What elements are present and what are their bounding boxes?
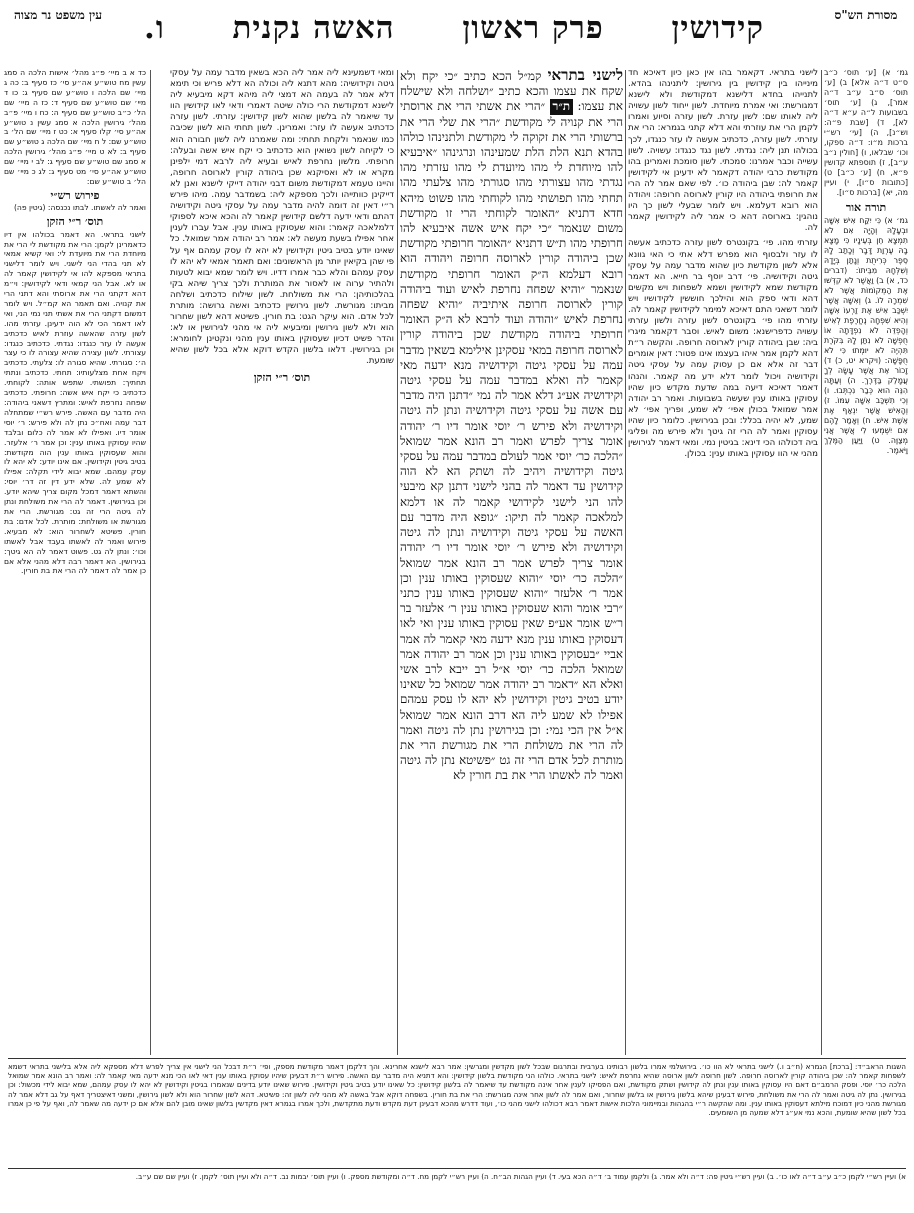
ein-mishpat-text: כד א ב מיי׳ פ״ג מהל׳ אישות הלכה ה סמג עשין מח טוש״ע אה״ע סי׳ כז סעיף ב: כה ג מיי׳ שם הלכה ו טוש״ע שם סעיף ג: כו ד מיי׳ שם טוש״ע שם סעיף ד: כז ה מיי׳ שם הל׳ כ״ב טוש״ע שם סעיף ה: כח ו מיי׳ פ״ב מהל׳ גירושין הלכה א סמג עשין נ טוש״ע אה״ע סי׳ קלו סעיף א: כט ז מיי׳ שם הל׳ ב טוש״ע שם: ל ח מיי׳ שם הלכה ג טוש״ע שם סעיף ב: לא ט מיי׳ פ״ג מהל׳ גירושין הלכה א סמג שם טוש״ע שם סעיף ג: לב י מיי׳ שם טוש״ע אה״ע סי׳ מט סעיף ג: לג כ מיי׳ שם הל׳ ב טוש״ע שם: (4, 68, 146, 186)
massoret-hashas-label: מסורת הש"ס (834, 8, 898, 22)
torah-or-heading: תורה אור (845, 201, 887, 214)
gemara-lead-word: לישני בתראי (547, 68, 623, 84)
title-chapter: פרק ראשון (462, 10, 604, 46)
rashi-text-lower: עזרתי מהו. פי׳ בקונטרס לשון עזרה כדכתיב אעשה לו עזר ולבסוף הוא מפרש דלא אתי כי האי גוונא אלא לשון מקודשת כיון שהוא מדבר עמה על עסקי גיטה וקידושיה. פי׳ דרב יוסף בר חייא. הא דאמר מקודשת שמא לקידושין ושמא לשפחות ויש מקשים דהא ודאי ספק הוא והילכך חוששין לקידושיו ויש לומר דשאני התם דאיכא למימר לקידושין קאמר לה. עזרתי מהו פי׳ בקונטרס לשון עזרה ולשון עזרתי עשויה כדפרישנא: משום לאיש. וסבר דקאמר מיגרי ביה: שבן ביהודה קורין לארוסה חרופה. והקשה ר״ת דהא לקמן אמר איהו בעצמו אינו פטור: דאין אומרים דבר זה אלא אם כן עסוק עמה על עסקי גיטה וקידושיה ויכול לומר דלא ידע מה קאמר. והנהו דאמר דאיכא דיעה במה שדעת מקדש כיון שהיו עסוקין באותו ענין שעשה בשבועות. ואמר רב יהודה אמר שמואל בכולן אפי׳ לא שמע, ופריך אפי׳ לא שמע, לא יהיה בכלל: ובכן בגירושין. כלומר כיון שהיו עסוקין ואמר לה הרי זה גיטך ולא פירש מה ופליגי ביה דכולהו הכי דינא: בגיטין נמי. ומאי דאמר לגירושין מהני אי הוו עסוקין באותו ענין: בכולן. (628, 238, 818, 460)
margin-column-right (824, 68, 908, 1053)
gemara-line-2: ״הרי את אשתי הרי את ארוסתי הרי את קנויה לי מקודשת ״הרי את שלי הרי את ברשותי הרי את זקוקה לי מקודשת ולתנינהו כולהו בהדא תנא הלת הלת שמעינהו ונרגינהו ״איבעיא להו מיוחדת לי מהו מיועדת לי מהו עזרתי מהו נגדתי מהו עצורתי מהו סגורתי מהו צלעתי מהו תחתי מהו תפושתי מהו לקוחתי מהו פשוט מיהא חדא דתניא ״האומר לקוחתי הרי זו מקודשת משום שנאמר ״כי יקח איש אשה איבעיא להו חרופתי מהו ת״ש דתניא ״האומר חרופתי מקודשת שכן ביהודה קורין לארוסה חרופה ויהודה הוא רובא דעלמא ה״ק האומר חרופתי מקודשת שנאמר ״והיא שפחה נחרפת לאיש ועוד ביהודה קורין לארוסה חרופה איתיביה ״והיא שפחה נחרפת לאיש ״והודה ועוד לרבא לא ה״ק האומר חרופתי ביהודה מקודשת שכן ביהודה קורין לארוסה חרופה במאי עסקינן אילימא בשאין מדבר עמה על עסקי גיטה וקידושיה מנא ידעה מאי קאמר לה ואלא במדבר עמה על עסקי גיטה וקידושיה אע״ג דלא אמר לה נמי ״דתנן היה מדבר עם אשה על עסקי גיטה וקידושיה ונתן לה גיטה וקידושיה ולא פירש ר׳ יוסי אומר דיו ר׳ יהודה אומר צריך לפרש ואמר רב הונא אמר שמואל ״הלכה כר׳ יוסי אמר לעולם במדבר עמה על עסקי גיטה וקידושיה ויהיב לה ושתק הא לא הוה קידושין עד דאמר לה בהני לישני דתנן קא מיבעי להו הני לישני לקידושי קאמר לה או דלמא למלאכה קאמר לה תיקו: ״גופא היה מדבר עם האשה על עסקי גיטה וקידושיה ונתן לה גיטה וקידושיה ולא פירש ר׳ יוסי אומר דיו ר׳ יהודה אומר צריך לפרש אמר רב הונא אמר שמואל ״הלכה כר׳ יוסי ״והוא שעסוקין באותו ענין וכן אמר ר׳ אלעזר ״והוא שעסוקין באותו ענין כתני ״רבי אומר והוא שעסוקין באותו ענין ר׳ אלעזר בר ר״ש אומר אע״פ שאין עסוקין באותו ענין ואי לאו דעסוקין באותו ענין מנא ידעה מאי קאמר לה אמר אביי ״בעסוקין באותו ענין וכן אמר רב יהודה אמר שמואל הלכה כר׳ יוסי א״ל רב ייבא לרב אשי ואלא הא ״דאמר רב יהודה אמר שמואל כל שאינו יודע בטיב גיטין וקידושין לא יהא לו עסק עמהם אפילו לא שמע ליה הא דרב הונא אמר שמואל א״ל אין הכי נמי: וכן בגירושין נתן לה גיטה ואמר לה הרי את משולחת הרי את מגורשת הרי את מותרת לכל אדם הרי זה גט ״פשיטא נתן לה גיטה ואמר לה לאשתו הרי את בת חורין לא (400, 99, 623, 783)
margin-column-left (4, 68, 146, 1053)
tosafot-heading: תוס׳ ר״י הזקן (253, 370, 311, 384)
page-header (0, 8, 914, 70)
rashi-margin-text: ואמר לה לאשתו. לבתו נכנסה: (גיטין פה) (13, 203, 146, 213)
gemara-boxed-word: ת״ר (550, 99, 573, 114)
footer-notes: השגות הראב״ד: [ברכת] הגמרא (ח״ב ו.) לישני בתראי לא הוו כו׳. בירושלמי אמרו בלשון רבותינו בערבית ובתרגום שבכל לשון מקדשין ומגרשין: אמר רבא לישנא אחרינא. והך דלקמן דאמר מקודשת מספק, ופי׳ ר״ת דבכל הני לישני אין צריך לפרש דלא מספקא ליה אלא בלישני בתראי דשמא לשפחות קאמר לה: שכן ביהודה קורין לארוסה חרופה. לשון חרופה לשון ארוסה שהיא נחרפת לאיש: לישני בתראי. כולהו הני מקודשת בלשון קידושין: והא דתניא היה מדבר עם האשה. פירוש ר״ת דבעינן שיהיו עסוקין באותו ענין דאי לאו הכי מנא ידעה מאי קאמר לה: ואמר רב הונא אמר שמואל הלכה כר׳ יוסי. ופסק הרמב״ם דאם היו עסוקין באותו ענין ונתן לה קידושין ושתק מקודשת, ואם הפסיקו לענין אחר אינה מקודשת עד שיאמר לה בלשון קידושין: כל שאינו יודע בטיב גיטין וקידושין. פירוש שאינו יודע בדינים שנאמרו בגיטין וקידושין לא יהא לו עסק עמהם, שמא יבוא לידי מכשול: וכן בגירושין. נתן לה גיטה ואמר לה הרי את משולחת, פירוש דבעינן שיהא בלשון גירושין או בלשון שחרור, ואם אמר לה לשון אחר אינה מגורשת: הרי את בת חורין. בשפחה דוקא אבל באשה לא מהני ליה לשון זה: פשיטא. דהא לשון שחרור הוא ולא לשון גירושין, ומשני דאיצטריך דאף על גב דלא אמר לה מגורשת מהני כיון דמוכח מילתא דעסוקין באותו ענין. ומה שהקשה ר״י בהגהות ובמיימוני הלכות אישות דאמר רבא דכולהו לישני מהני כו׳, ועוד דדרש מהכא דבעינן דעת מקדש ודעת מתקדשת, ולכך אמרו בגמרא דאין מקדשין בלשון שאינו מובן להם אלא אם כן ידעה מה שאמר לה, ואף על פי כן אמרו בכל לשון שהיא שומעת, והכא נמי אע״ג דלא שמעה מן השומעים. (8, 1062, 906, 1118)
title-tractate: קידושין (671, 10, 764, 46)
torah-or-text: גמ׳ א) כִּי יִקַּח אִישׁ אִשָּׁה וּבְעָלָהּ וְהָיָה אִם לֹא תִמְצָא חֵן בְּעֵינָיו כִּי מָצָא בָהּ עֶרְוַת דָּבָר וְכָתַב לָהּ סֵפֶר כְּרִיתֻת וְנָתַן בְּיָדָהּ וְשִׁלְּחָהּ מִבֵּיתוֹ: (דברים כד, א) ב) וַאֲשֶׁר לֹא קִדְּשׁוּ אֶת הַמְּקוֹמוֹת אֲשֶׁר לֹא שִׁמְרָה לוֹ. ג) וְאִשָּׁה אֲשֶׁר יִשְׁכַּב אִישׁ אֶת זַרְעוֹ אִשָּׁה וְהִיא שִׁפְחָה נֶחֱרֶפֶת לְאִישׁ וְהָפְדֵּה לֹא נִפְדָּתָה אוֹ חֻפְשָׁה לֹא נִתַּן לָהּ בִּקֹּרֶת תִּהְיֶה לֹא יוּמְתוּ כִּי לֹא חֻפָּשָׁה: (ויקרא יט, כ) ד) זָכוֹר אֵת אֲשֶׁר עָשָׂה לְךָ עֲמָלֵק בַּדֶּרֶךְ. ה) וְעַתָּה הִנֵּה הוּא כְּבַר נִכְתְּבוּ. ו) וְכִי תִשְׁכַּב אִשָּׁה עִמּוֹ. ז) וְהָאִישׁ אֲשֶׁר יִנְאַף אֶת אֵשֶׁת אִישׁ. ח) וְאָמַר לָהֶם אִם יִשְׁמְעוּ לִי אֲשֶׁר אֲנִי מְצַוֶּה. ט) וַיַּעַן הַמֶּלֶךְ וַיֹּאמֶר. (824, 215, 908, 455)
column-divider (397, 70, 398, 1055)
gemara-line-1: קמ״ל הכא כתיב ״כי יקח ולא שקח את עצמו והכא כתיב ״ושלחה ולא שישלח את עצמו: (400, 69, 623, 114)
footer-divider-2 (8, 1168, 906, 1169)
gemara-text (400, 68, 623, 784)
title-chapter-name: האשה נקנית (232, 10, 395, 46)
page-number: ו. (144, 10, 165, 46)
tosafot-rid-text: לישני בתראי. הא דאמר בכולהו אין דיו כדאמרינן לקמן: הרי את מקודשת לי הרי את מיוחדת הרי את מיועדת לי: ואי קשיא אמאי לא תני בהדי הני לישני. ויש לומר דלישני בתראי מספקא להו אי לקידושין קאמר לה או לא. אבל הני קמאי ודאי לקידושין: וי״מ דהא דקתני הרי את ארוסתי והא דתני הרי את קנויה. ואם תאמר הא קמ״ל. ויש לומר דמשום דקתני הרי את אשתי תני נמי הני, ואי לאו דאמר הכי לא הוה ידעינן. עזרתי מהו. לשון עזרה שהאשה עוזרת לאיש כדכתיב אעשה לו עזר כנגדו: נגדתי. כדכתיב כנגדו: עצורתי. לשון עצירה שהיא עצורה לו כי עצר ה׳: סגורתי. שהיא סגורה לו: צלעתי. כדכתיב ויקח אחת מצלעותיו: תחתי. כדכתיב ונתתי תחתיך: תפושתי. שתפש אותה: לקוחתי. כדכתיב כי יקח איש אשה: חרופתי. כדכתיב שפחה נחרפת לאיש: ומתרץ דשאני ביהודה: היה מדבר עם האשה. פירש רש״י שמתחלה דבר עמה ואח״כ נתן לה ולא פירש: ר׳ יוסי אומר דיו. ואפילו לא אמר לה כלום ובלבד שהיו עסוקין באותו ענין: וכן אמר ר׳ אלעזר. והוא שעסוקין באותו ענין הוה מקודשת: בטיב גיטין וקידושין. אם אינו יודע: לא יהא לו עסק עמהם. שמא יבוא לידי תקלה: אפילו לא שמע לה. שלא ידע דין זה דר׳ יוסי: והשתא דאמר דמכל מקום צריך שיהא יודע. וכן בגירושין. דאמר לה הרי את משולחת ונתן לה גיטה הרי זה גט: מגורשת. הרי את מגורשת או משולחת: מותרת. לכל אדם: בת חורין. פשיטא לשחרור הוא: לא מבעיא. פירוש ואמר לה לאשתו בעבד אבל לאשתו וכו׳: ונתן לה גט. פשוט דאמר לה הא גיטך: בגירושין. הא דאמר רבה דלא מהני אלא אם כן אמר לה דאמר לה הרי את בת חורין. (4, 229, 146, 576)
gemara-column (400, 68, 623, 1053)
tosafot-rid-heading: תוס׳ ר״י הזקן (46, 215, 104, 229)
column-divider (150, 70, 151, 1055)
rashi-margin-heading: פירוש רש״י (50, 188, 100, 202)
tosafot-column (170, 68, 394, 1053)
footer-divider (8, 1058, 906, 1059)
tosafot-text: ומאי דשמעינא ליה אמר ליה הכא בשאין מדבר עמה על עסקי גיטה וקידושיה: מהא דתנא ליה וכולה הא דלא פריש וכי תימא דלא אמר לה בעמה הא דמצי ליה מיהא דקא מיבעיא ליה לישנא דמקודשת הרי כולה שיטה דאמרי ודאי לאו קידושין הוו עד שיאמר לה בלשון שהוא לשון קידושין: עזרתי. לשון עזרה כדכתיב אעשה לו עזר: ואמרינן. לשון תחתי הוא לשון שכיבה כמו שנאמר ולקחת תחתי: ומה שאמרנו ליה לשון חבורה הוא כי לקיחה לשון נשואין הוא כדכתיב כי יקח איש אשה ובעלה: חרופתי. מלשון נחרפת לאיש ובעיא ליה לרבא דמי ילפינן מקרא או לא ואסיקנא שכן ביהודה קורין לארוסה חרופה, והיינו טעמא דמקודשת משום דבני יהודה דייקי לישנא ואנן לא דייקינן כוותייהו ולכך מספקא ליה: בשמדבר עמה. מיהו פירש ר״י דאין זה דומה להיה מדבר עמה על עסקי גיטה וקידושיה דהתם ודאי ידעה דלשם קידושין קאמר לה והכא איכא לספוקי דלמלאכה קאמר: והוא שעסוקין באותו ענין. אבל עברו לענין אחר אפילו בשעת מעשה לא: אמר רב יהודה אמר שמואל. כל שאינו יודע בטיב גיטין וקידושין לא יהא לו עסק עמהם אף על פי שהן בקיאין יותר מן הראשונים: ואם תאמר אמאי לא יהא לו עסק עמהם והלא כבר אמרו דדיו. ויש לומר שמא יבוא לטעות ולהתיר ערוה או לאסור את המותרת ולכך צריך שיהא בקי בהלכותיהן: הרי את משולחת. לשון שילוח כדכתיב ושלחה מביתו: מגורשת. לשון גירושין כדכתיב ואשה גרושה: מותרת לכל אדם. הוא עיקר הגט: בת חורין. פשיטא דהא לשון שחרור הוא ולא לשון גירושין ומיבעיא ליה אי מהני לגירושין או לא: והדר פשיט דכיון שעסוקין באותו ענין מהני ונקטינן לחומרא: וכן בגירושין. דלאו בלשון הקדש דוקא אלא בכל לשון שהיא שומעת. (170, 68, 394, 367)
page-title (144, 10, 764, 46)
rashi-text-upper: לישני בתראי. דקאמר בהו אין כאן כיון דאיכא חד מינייהו בין קידושין בין גירושין: ליתנינהו בהדא. לתנייהו בחדא דלישנא דמקודשת ולא לישנא דמגורשת: ואי אמרת מיוחדת. לשון ייחוד לשון עשויה ליה לאותו שם: לשון עזרת. לשון עזרה וסיוע ואמרו לקמן הרי את עוזרתי והא דלא קתני בגמרא: הרי את עזרתי. לשון עזרה, כדכתיב אעשה לו עזר כנגדו, לכך בכולהו תנן ליה: נגדתי. לשון נגד כנגדו: עשויה. לשון עשייה וכבר אמרנו: סמכתי. לשון סומכת ואמרינן בהו מקודשת כרבי יהודה דקאמר לא ידעינן אי לקידושין קאמר לה: שבן ביהודה כו׳. לפי שאם אמר לה הרי את חרופתי ביהודה היו קורין לארוסה חרופה: ויהודה הוא רובא דעלמא. ויש לומר שבעלי לשון כך היו נוהגין: בארוסה דהא כי אמר ליה לקידושין קאמר לה. (628, 68, 818, 234)
footer-references: א) ועיין רש״י לקמן כ״ב ע״ב ד״ה לאו כו׳. ב) ועיין רש״י גיטין פה: ד״ה ולא אמר. ג) ולקמן עמוד ב׳ ד״ה הכא בעי. ד) ועיין הגהות הב״ח. ה) ועיין רש״י לקמן מח. ד״ה ומקודשת מספק. ו) ועיין תוס׳ יבמות נב. ד״ה ולא ועיין תוס׳ לקמן. ז) ועיין שם שם ע״ב. (135, 1172, 906, 1181)
column-divider (625, 70, 626, 1055)
rashi-column (628, 68, 818, 1053)
ein-mishpat-label: עין משפט נר מצוה (13, 8, 103, 22)
column-divider (821, 70, 822, 1055)
gemara-references: גמ׳ א) [ע׳ תוס׳ כ״ב ס״ט ד״ה אלא] ב) [ע׳ תוס׳ ס״ב ע״ב ד״ה אמר], ג) [ע׳ תוס׳ בשבועות ל״ה ע״א ד״ה לא], ד) [שבת פ״ה: וש״נ], ה) [עי׳ רש״י ברכות מ״ו: ד״ה ספקו, וכו׳ שבלאו, ו) [חולין נ״ב ע״ב], ז) תוספתא קדושין פ״א, ח) [ע׳ כ״ב] ט) [כתובות ס״ו], י) ועיין מה, יא) [ברכות ס״ו]. (824, 68, 908, 197)
